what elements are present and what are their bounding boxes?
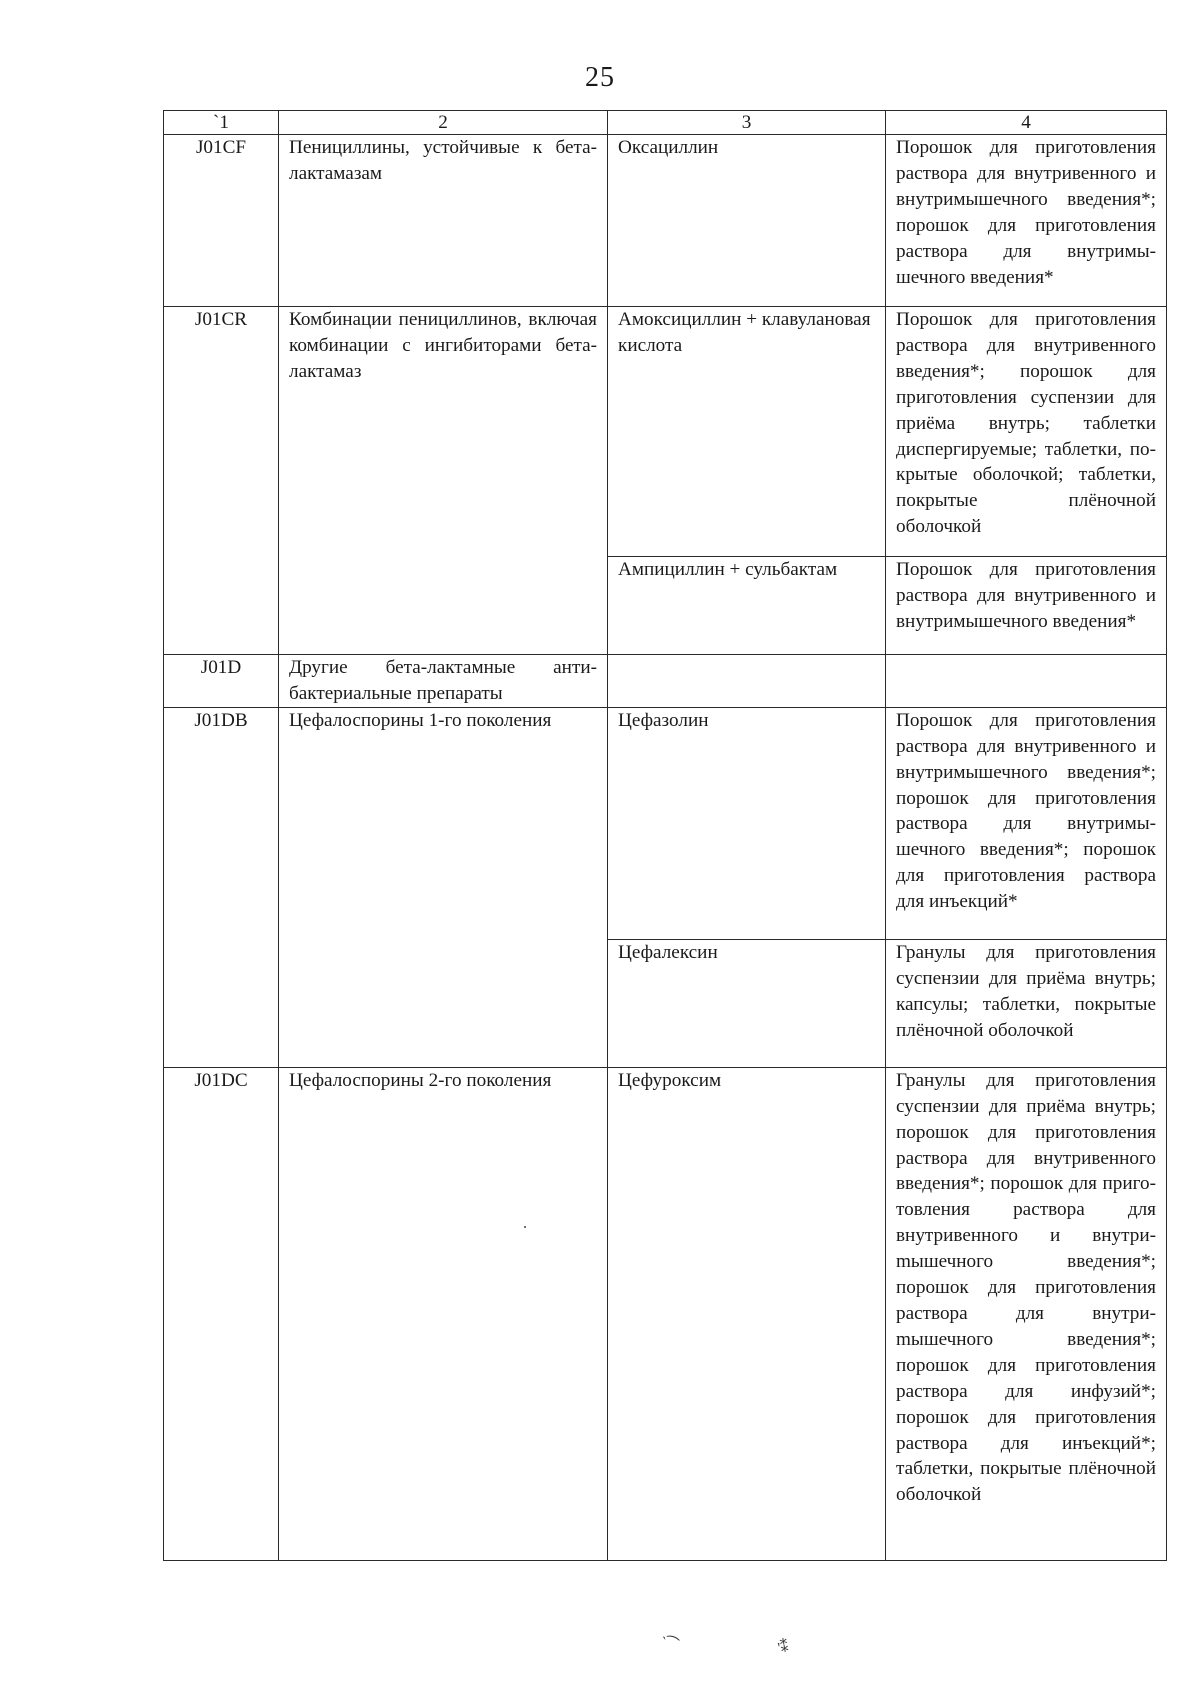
drug-name-cell: Цефазолин xyxy=(608,707,886,939)
scan-artifact-mark: '⁑ xyxy=(776,1639,790,1657)
atc-code-cell: J01DB xyxy=(164,707,279,1067)
medication-table xyxy=(163,110,1167,1561)
page-number: 25 xyxy=(585,62,615,93)
drug-name-cell: Цефалексин xyxy=(608,939,886,1067)
table-row xyxy=(164,1067,1167,1560)
drug-name-cell: Ампициллин + сульбактам xyxy=(608,557,886,655)
dosage-forms-cell: Гранулы для приготовления суспензии для приёма внутрь; капсулы; таблетки, покрытые плёночной оболочкой xyxy=(886,939,1167,1067)
atc-code-cell: J01CF xyxy=(164,135,279,307)
drug-name-cell: Цефуроксим xyxy=(608,1067,886,1560)
pharmacological-group-cell: Цефалоспорины 2-го поколения xyxy=(279,1067,608,1560)
drug-name-cell xyxy=(608,655,886,708)
pharmacological-group-cell: Пенициллины, устойчивые к бета-лактамазам xyxy=(279,135,608,307)
dosage-forms-cell xyxy=(886,655,1167,708)
table-row xyxy=(164,135,1167,307)
atc-code-cell: J01D xyxy=(164,655,279,708)
column-header-2: 2 xyxy=(279,111,608,135)
atc-code-cell: J01CR xyxy=(164,307,279,655)
column-header-1: `1 xyxy=(164,111,279,135)
pharmacological-group-cell: Другие бета-лактамные антибактериальные препараты xyxy=(279,655,608,708)
scan-artifact-mark: `⁀ xyxy=(657,1634,679,1656)
dosage-forms-cell: Порошок для приготовления раствора для внутривенного и внутримышечного введения* xyxy=(886,557,1167,655)
header-row xyxy=(164,111,1167,135)
table-row xyxy=(164,655,1167,708)
scan-speck xyxy=(524,1226,526,1228)
dosage-forms-cell: Порошок для приготовления раствора для внутривенного введения*; порошок для приготовления суспензии для приёма внутрь; таблетки диспергируемые; таблетки, покрытые оболочкой; таблетки, покрытые плёночной оболочкой xyxy=(886,307,1167,557)
column-header-3: 3 xyxy=(608,111,886,135)
drug-name-cell: Амоксициллин + клавулановая кислота xyxy=(608,307,886,557)
dosage-forms-cell: Гранулы для приготовления суспензии для приёма внутрь; порошок для приготовления раствора для внутривенного введения*; порошок для приготовления раствора для внутривенного и внутриmышечного введения*; порошок для приготовления раствора для внутриmышечного введения*; порошок для приготовления раствора для инфузий*; порошок для приготовления раствора для инъекций*; таблетки, покрытые плёночной оболочкой xyxy=(886,1067,1167,1560)
dosage-forms-cell: Порошок для приготовления раствора для внутривенного и внутримышечного введения*; порошок для приготовления раствора для внутримышечного введения* xyxy=(886,135,1167,307)
table-row xyxy=(164,707,1167,939)
pharmacological-group-cell: Комбинации пенициллинов, включая комбинации с ингибиторами бета-лактамаз xyxy=(279,307,608,655)
table-row xyxy=(164,307,1167,557)
pharmacological-group-cell: Цефалоспорины 1-го поколения xyxy=(279,707,608,1067)
drug-name-cell: Оксациллин xyxy=(608,135,886,307)
column-header-4: 4 xyxy=(886,111,1167,135)
atc-code-cell: J01DC xyxy=(164,1067,279,1560)
dosage-forms-cell: Порошок для приготовления раствора для внутривенного и внутримышечного введения*; порошок для приготовления раствора для внутримышечного введения*; порошок для приготовления раствора для инъекций* xyxy=(886,707,1167,939)
